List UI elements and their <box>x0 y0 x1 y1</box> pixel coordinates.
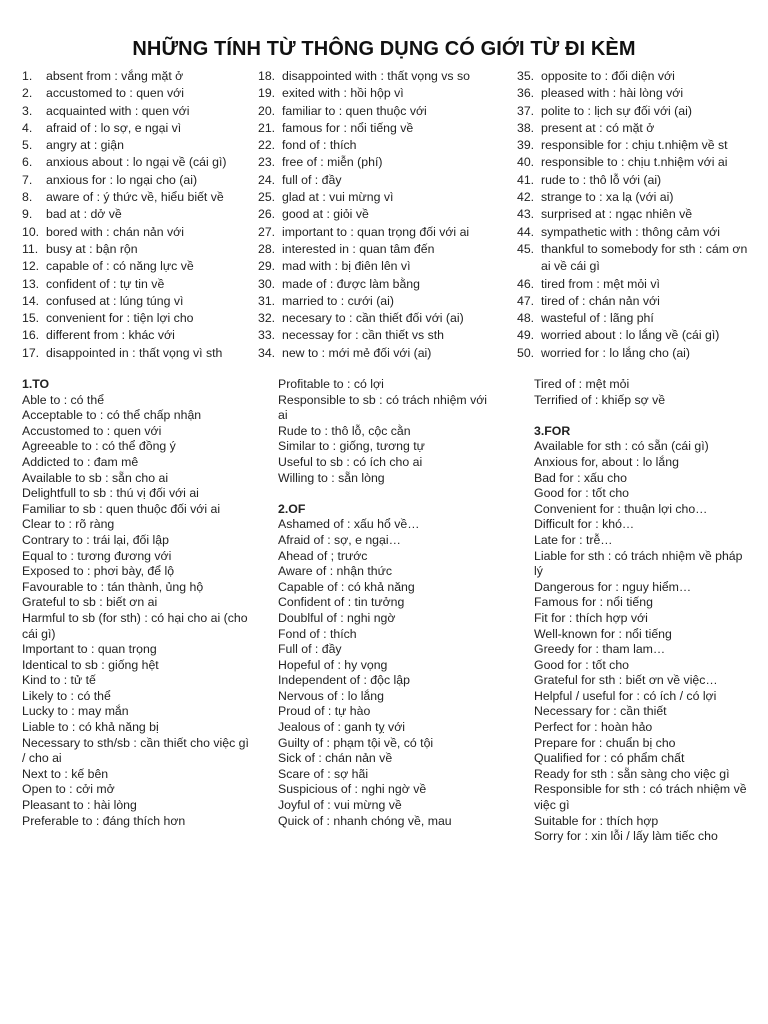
item-number: 24. <box>258 172 276 187</box>
item-number: 41. <box>517 172 535 187</box>
numbered-item <box>517 68 757 85</box>
list-item: Scare of : sợ hãi <box>278 766 369 781</box>
section-heading-for: 3.FOR <box>534 423 571 438</box>
list-item: Grateful to sb : biết ơn ai <box>22 595 158 610</box>
list-item: Necessary to sth/sb : cần thiết cho việc gì / cho ai <box>22 735 249 766</box>
item-text: interested in : quan tâm đến <box>282 241 435 256</box>
item-text: capable of : có năng lực về <box>46 259 194 274</box>
numbered-item <box>22 137 226 154</box>
numbered-item <box>22 103 226 120</box>
list-item: Rude to : thô lỗ, cộc cằn <box>278 423 411 438</box>
item-number: 48. <box>517 311 535 326</box>
list-item: Guilty of : phạm tội về, có tội <box>278 735 434 750</box>
item-text: disappointed in : thất vọng vì sth <box>46 345 223 360</box>
list-item: Fit for : thích hợp với <box>534 610 648 625</box>
numbered-item <box>517 293 757 310</box>
list-item: Liable to : có khả năng bị <box>22 720 159 735</box>
list-item: Grateful for sth : biết ơn về việc… <box>534 673 718 688</box>
list-item: Sick of : chán nản về <box>278 751 393 766</box>
list-item: Identical to sb : giống hệt <box>22 657 159 672</box>
numbered-item <box>22 154 226 171</box>
list-item: Profitable to : có lợi <box>278 377 384 391</box>
item-text: responsible to : chịu t.nhiệm với ai <box>541 155 728 170</box>
numbered-item <box>22 327 226 344</box>
item-text: present at : có mặt ở <box>541 120 655 135</box>
item-number: 29. <box>258 259 276 274</box>
item-number: 28. <box>258 241 276 256</box>
section-heading-to: 1.TO <box>22 377 50 391</box>
item-number: 13. <box>22 276 40 291</box>
section-of-continued <box>534 377 748 845</box>
list-item: Responsible to sb : có trách nhiệm với ai <box>278 392 488 423</box>
numbered-item <box>517 241 757 276</box>
item-number: 42. <box>517 190 535 205</box>
item-number: 17. <box>22 345 40 360</box>
item-text: familiar to : quen thuộc với <box>282 103 427 118</box>
numbered-item <box>258 137 470 154</box>
item-text: glad at : vui mừng vì <box>282 190 394 205</box>
item-text: thankful to somebody for sth : cám ơn ai về cái gì <box>541 241 748 274</box>
section-heading-of: 2.OF <box>278 501 306 516</box>
of-list-continued <box>534 377 748 408</box>
numbered-item <box>258 327 470 344</box>
item-number: 45. <box>517 241 535 256</box>
item-text: pleased with : hài lòng với <box>541 86 684 101</box>
numbered-item <box>258 120 470 137</box>
numbered-item <box>517 345 757 362</box>
list-item: Well-known for : nổi tiếng <box>534 626 672 641</box>
list-item: Jealous of : ganh tỵ với <box>278 720 406 735</box>
item-number: 20. <box>258 103 276 118</box>
numbered-item <box>22 189 226 206</box>
of-list <box>278 517 490 829</box>
to-list-continued <box>278 377 490 486</box>
numbered-list <box>258 68 470 362</box>
numbered-list <box>517 68 757 362</box>
item-number: 37. <box>517 103 535 118</box>
numbered-item <box>517 224 757 241</box>
list-item: Hopeful of : hy vọng <box>278 657 388 672</box>
list-item: Bad for : xấu cho <box>534 470 627 485</box>
list-item: Late for : trễ… <box>534 532 613 547</box>
numbered-item <box>258 345 470 362</box>
item-number: 39. <box>517 138 535 153</box>
item-number: 36. <box>517 86 535 101</box>
item-text: confident of : tự tin về <box>46 276 165 291</box>
item-text: convenient for : tiện lợi cho <box>46 311 194 326</box>
list-item: Ahead of ; trước <box>278 548 368 563</box>
item-text: wasteful of : lãng phí <box>541 311 654 326</box>
list-item: Independent of : độc lập <box>278 673 410 688</box>
item-number: 27. <box>258 224 276 239</box>
item-number: 6. <box>22 155 33 170</box>
item-number: 35. <box>517 69 535 83</box>
list-item: Favourable to : tán thành, ủng hộ <box>22 579 204 594</box>
item-number: 19. <box>258 86 276 101</box>
numbered-item <box>258 103 470 120</box>
item-text: tired of : chán nản với <box>541 293 660 308</box>
list-item: Aware of : nhận thức <box>278 564 392 579</box>
list-item: Familiar to sb : quen thuộc đối với ai <box>22 501 221 516</box>
list-item: Dangerous for : nguy hiểm… <box>534 579 692 594</box>
list-item: Pleasant to : hài lòng <box>22 798 137 813</box>
numbered-item <box>258 206 470 223</box>
numbered-item <box>258 85 470 102</box>
item-number: 25. <box>258 190 276 205</box>
item-text: good at : giỏi về <box>282 207 369 222</box>
item-number: 12. <box>22 259 40 274</box>
numbered-item <box>22 310 226 327</box>
item-number: 7. <box>22 172 33 187</box>
numbered-item <box>22 224 226 241</box>
numbered-item <box>517 120 757 137</box>
list-item: Capable of : có khả năng <box>278 579 415 594</box>
item-text: different from : khác với <box>46 328 175 343</box>
numbered-item <box>22 172 226 189</box>
list-item: Doublful of : nghi ngờ <box>278 610 396 625</box>
list-item: Equal to : tương đương với <box>22 548 172 563</box>
item-number: 30. <box>258 276 276 291</box>
item-text: accustomed to : quen với <box>46 86 184 101</box>
item-text: afraid of : lo sợ, e ngại vì <box>46 120 182 135</box>
item-text: aware of : ý thức về, hiểu biết về <box>46 190 224 205</box>
item-text: made of : được làm bằng <box>282 276 420 291</box>
numbered-item <box>517 154 757 171</box>
list-item: Ashamed of : xấu hổ về… <box>278 517 420 532</box>
list-item: Important to : quan trọng <box>22 642 157 657</box>
list-item: Confident of : tin tưởng <box>278 595 405 610</box>
item-number: 1. <box>22 69 33 83</box>
item-text: disappointed with : thất vọng vs so <box>282 69 470 83</box>
numbered-item <box>517 103 757 120</box>
item-text: responsible for : chịu t.nhiệm về st <box>541 138 728 153</box>
numbered-item <box>517 189 757 206</box>
page-title: NHỮNG TÍNH TỪ THÔNG DỤNG CÓ GIỚI TỪ ĐI KÈM <box>132 38 636 60</box>
list-item: Delightfull to sb : thú vị đối với ai <box>22 486 199 501</box>
numbered-item <box>22 293 226 310</box>
list-item: Joyful of : vui mừng về <box>278 798 402 813</box>
list-item: Helpful / useful for : có ích / có lợi <box>534 688 717 703</box>
item-text: opposite to : đối diện với <box>541 69 675 83</box>
list-item: Available to sb : sẵn cho ai <box>22 470 169 485</box>
list-item: Prepare for : chuẩn bị cho <box>534 735 676 750</box>
item-number: 15. <box>22 311 40 326</box>
section-to-continued <box>278 377 490 829</box>
numbered-item <box>22 68 226 85</box>
numbered-item <box>22 206 226 223</box>
item-number: 47. <box>517 293 535 308</box>
list-item: Full of : đầy <box>278 642 342 657</box>
item-number: 31. <box>258 293 276 308</box>
numbered-item <box>22 85 226 102</box>
numbered-item <box>517 276 757 293</box>
for-list <box>534 439 748 844</box>
list-item: Clear to : rõ ràng <box>22 517 115 532</box>
numbered-item <box>258 172 470 189</box>
item-text: acquainted with : quen với <box>46 103 190 118</box>
list-item: Terrified of : khiếp sợ về <box>534 392 666 407</box>
numbered-item <box>258 258 470 275</box>
list-item: Likely to : có thể <box>22 688 111 703</box>
item-text: busy at : bận rộn <box>46 241 138 256</box>
item-text: new to : mới mẻ đối với (ai) <box>282 345 432 360</box>
list-item: Ready for sth : sẵn sàng cho việc gì <box>534 766 730 781</box>
list-item: Next to : kế bên <box>22 766 109 781</box>
list-item: Willing to : sẵn lòng <box>278 470 385 485</box>
numbered-item <box>517 172 757 189</box>
item-number: 10. <box>22 224 40 239</box>
list-item: Accustomed to : quen với <box>22 423 162 438</box>
list-item: Tired of : mệt mỏi <box>534 377 630 391</box>
list-item: Suspicious of : nghi ngờ về <box>278 782 427 797</box>
numbered-list <box>22 68 226 362</box>
numbered-item <box>22 258 226 275</box>
list-item: Useful to sb : có ích cho ai <box>278 454 423 469</box>
item-number: 33. <box>258 328 276 343</box>
list-item: Quick of : nhanh chóng về, mau <box>278 813 452 828</box>
list-item: Difficult for : khó… <box>534 517 635 532</box>
numbered-item <box>517 206 757 223</box>
item-number: 49. <box>517 328 535 343</box>
item-number: 50. <box>517 345 535 360</box>
numbered-item <box>258 154 470 171</box>
numbered-item <box>22 120 226 137</box>
item-text: mad with : bị điên lên vì <box>282 259 411 274</box>
item-number: 5. <box>22 138 33 153</box>
item-text: worried about : lo lắng về (cái gì) <box>541 328 720 343</box>
item-number: 3. <box>22 103 33 118</box>
item-text: exited with : hồi hộp vì <box>282 86 404 101</box>
item-text: surprised at : ngạc nhiên về <box>541 207 693 222</box>
numbered-item <box>258 310 470 327</box>
item-number: 14. <box>22 293 40 308</box>
item-text: confused at : lúng túng vì <box>46 293 184 308</box>
item-text: bad at : dở về <box>46 207 122 222</box>
item-text: free of : miễn (phí) <box>282 155 383 170</box>
item-text: married to : cưới (ai) <box>282 293 394 308</box>
item-number: 11. <box>22 241 39 256</box>
item-text: bored with : chán nản với <box>46 224 184 239</box>
list-item: Greedy for : tham lam… <box>534 642 666 657</box>
list-item: Kind to : tử tế <box>22 673 96 688</box>
item-number: 32. <box>258 311 276 326</box>
list-item: Proud of : tự hào <box>278 704 371 719</box>
item-text: worried for : lo lắng cho (ai) <box>541 345 690 360</box>
item-number: 18. <box>258 69 276 83</box>
list-item: Addicted to : đam mê <box>22 454 139 469</box>
numbered-item <box>517 85 757 102</box>
section-to <box>22 377 252 829</box>
item-text: tired from : mệt mỏi vì <box>541 276 660 291</box>
item-number: 21. <box>258 120 276 135</box>
item-text: anxious for : lo ngại cho (ai) <box>46 172 198 187</box>
list-item: Good for : tốt cho <box>534 486 630 501</box>
item-text: strange to : xa lạ (với ai) <box>541 190 674 205</box>
item-number: 26. <box>258 207 276 222</box>
numbered-item <box>258 224 470 241</box>
item-number: 40. <box>517 155 535 170</box>
numbered-item <box>22 241 226 258</box>
numbered-item <box>258 68 470 85</box>
list-item: Convenient for : thuận lợi cho… <box>534 501 708 516</box>
item-number: 34. <box>258 345 276 360</box>
item-text: sympathetic with : thông cảm với <box>541 224 720 239</box>
item-text: angry at : giận <box>46 138 124 153</box>
list-item: Harmful to sb (for sth) : có hại cho ai (cho cái gì) <box>22 610 248 641</box>
item-number: 44. <box>517 224 535 239</box>
item-text: polite to : lịch sự đối với (ai) <box>541 103 692 118</box>
numbered-item <box>22 276 226 293</box>
list-item: Similar to : giống, tương tự <box>278 439 425 454</box>
to-list <box>22 393 252 830</box>
item-text: fond of : thích <box>282 138 357 153</box>
list-item: Available for sth : có sẵn (cái gì) <box>534 439 709 454</box>
list-item: Liable for sth : có trách nhiệm về pháp lý <box>534 548 743 579</box>
numbered-item <box>517 327 757 344</box>
item-number: 23. <box>258 155 276 170</box>
item-text: full of : đầy <box>282 172 342 187</box>
numbered-item <box>22 345 226 362</box>
list-item: Necessary for : cần thiết <box>534 704 667 719</box>
list-item: Perfect for : hoàn hảo <box>534 720 653 735</box>
numbered-item <box>258 241 470 258</box>
list-item: Afraid of : sợ, e ngại… <box>278 532 401 547</box>
numbered-item <box>258 276 470 293</box>
numbered-item <box>258 293 470 310</box>
list-item: Open to : cởi mở <box>22 782 115 797</box>
item-text: rude to : thô lỗ với (ai) <box>541 172 662 187</box>
item-text: famous for : nổi tiếng về <box>282 120 414 135</box>
item-number: 16. <box>22 328 40 343</box>
list-item: Lucky to : may mắn <box>22 704 129 719</box>
item-text: necessay for : cần thiết vs sth <box>282 328 444 343</box>
numbered-item <box>517 137 757 154</box>
item-text: important to : quan trọng đối với ai <box>282 224 470 239</box>
item-number: 4. <box>22 120 33 135</box>
list-item: Responsible for sth : có trách nhiệm về việc gì <box>534 782 747 813</box>
list-item: Good for : tốt cho <box>534 657 630 672</box>
numbered-item <box>258 189 470 206</box>
list-item: Preferable to : đáng thích hơn <box>22 813 186 828</box>
list-item: Agreeable to : có thể đồng ý <box>22 439 176 454</box>
list-item: Anxious for, about : lo lắng <box>534 454 679 469</box>
list-item: Able to : có thể <box>22 392 105 407</box>
item-number: 46. <box>517 276 535 291</box>
item-number: 9. <box>22 207 33 222</box>
item-number: 43. <box>517 207 535 222</box>
item-number: 38. <box>517 120 535 135</box>
list-item: Famous for : nổi tiếng <box>534 595 653 610</box>
list-item: Suitable for : thích hợp <box>534 813 659 828</box>
list-item: Exposed to : phơi bày, để lộ <box>22 564 175 579</box>
item-text: necesary to : cần thiết đối với (ai) <box>282 311 464 326</box>
list-item: Sorry for : xin lỗi / lấy làm tiếc cho <box>534 829 718 844</box>
item-text: anxious about : lo ngại về (cái gì) <box>46 155 227 170</box>
list-item: Contrary to : trái lại, đối lập <box>22 532 169 547</box>
list-item: Fond of : thích <box>278 626 357 641</box>
list-item: Nervous of : lo lắng <box>278 688 384 703</box>
list-item: Qualified for : có phẩm chất <box>534 751 685 766</box>
numbered-item <box>517 310 757 327</box>
item-number: 8. <box>22 190 33 205</box>
item-text: absent from : vắng mặt ở <box>46 69 184 83</box>
list-item: Acceptable to : có thể chấp nhận <box>22 408 202 423</box>
item-number: 2. <box>22 86 33 101</box>
item-number: 22. <box>258 138 276 153</box>
